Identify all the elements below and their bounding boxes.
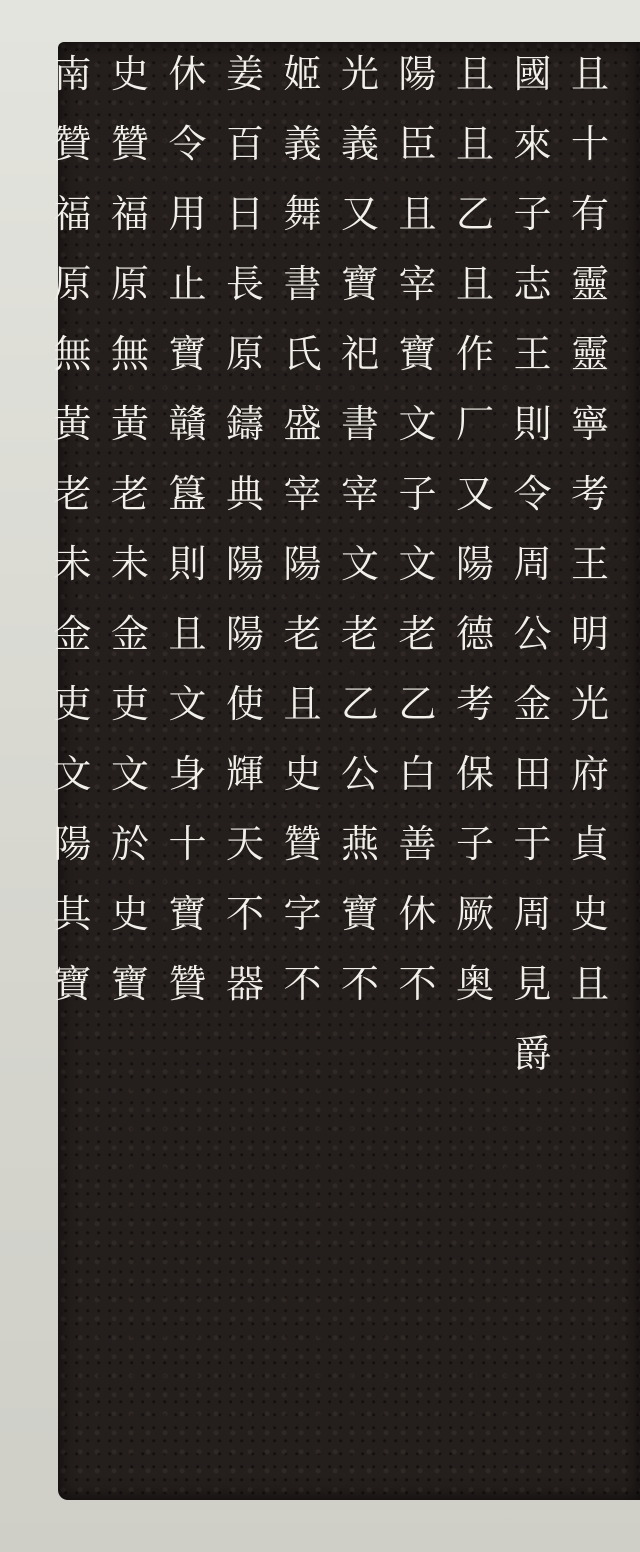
inscription-glyph: 國 [513, 52, 552, 96]
inscription-glyph: 則 [513, 402, 552, 446]
inscription-column [219, 46, 271, 1026]
inscription-glyph: 光 [340, 52, 379, 96]
inscription-glyph: 祀 [340, 332, 379, 376]
inscription-glyph: 乙 [340, 682, 379, 726]
inscription-glyph: 靈 [570, 262, 609, 306]
inscription-glyph: 陽 [53, 822, 92, 866]
inscription-glyph: 寶 [340, 262, 379, 306]
inscription-glyph: 宰 [283, 472, 322, 516]
inscription-glyph: 乙 [455, 192, 494, 236]
inscription-glyph: 書 [340, 402, 379, 446]
inscription-glyph: 義 [340, 122, 379, 166]
inscription-glyph: 德 [455, 612, 494, 656]
inscription-glyph: 保 [455, 752, 494, 796]
inscription-glyph: 來 [513, 122, 552, 166]
inscription-glyph: 十 [570, 122, 609, 166]
inscription-glyph: 原 [53, 262, 92, 306]
inscription-glyph: 考 [455, 682, 494, 726]
inscription-glyph: 考 [570, 472, 609, 516]
inscription-glyph: 其 [53, 892, 92, 936]
inscription-glyph: 姬 [283, 52, 322, 96]
inscription-glyph: 令 [168, 122, 207, 166]
inscription-glyph: 百 [225, 122, 264, 166]
inscription-glyph: 寶 [398, 332, 437, 376]
inscription-glyph: 贛 [168, 402, 207, 446]
inscription-glyph: 府 [570, 752, 609, 796]
inscription-glyph: 贊 [110, 122, 149, 166]
inscription-glyph: 義 [283, 122, 322, 166]
inscription-glyph: 臣 [398, 122, 437, 166]
inscription-glyph: 子 [455, 822, 494, 866]
inscription-glyph: 身 [168, 752, 207, 796]
inscription-column [449, 46, 501, 1026]
inscription-glyph: 文 [168, 682, 207, 726]
inscription-glyph: 文 [398, 542, 437, 586]
inscription-glyph: 老 [53, 472, 92, 516]
inscription-glyph: 不 [340, 962, 379, 1006]
inscription-glyph: 老 [110, 472, 149, 516]
inscription-glyph: 白 [398, 752, 437, 796]
inscription-glyph: 無 [53, 332, 92, 376]
inscription-glyph: 周 [513, 892, 552, 936]
inscription-glyph: 文 [340, 542, 379, 586]
inscription-glyph: 不 [225, 892, 264, 936]
inscription-glyph: 且 [455, 262, 494, 306]
inscription-glyph: 寶 [340, 892, 379, 936]
inscription-glyph: 史 [570, 892, 609, 936]
inscription-glyph: 寶 [168, 332, 207, 376]
inscription-glyph: 老 [283, 612, 322, 656]
inscription-glyph: 不 [283, 962, 322, 1006]
inscription-glyph: 貞 [570, 822, 609, 866]
inscription-glyph: 陽 [455, 542, 494, 586]
inscription-glyph: 金 [513, 682, 552, 726]
inscription-glyph: 周 [513, 542, 552, 586]
inscription-glyph: 輝 [225, 752, 264, 796]
inscription-glyph: 爵 [513, 1032, 552, 1076]
inscription-glyph: 陽 [283, 542, 322, 586]
inscription-glyph: 使 [225, 682, 264, 726]
inscription-glyph: 史 [283, 752, 322, 796]
inscription-column [334, 46, 386, 1026]
inscription-glyph: 福 [110, 192, 149, 236]
inscription-glyph: 陽 [225, 542, 264, 586]
inscription-glyph: 靈 [570, 332, 609, 376]
inscription-glyph: 且 [570, 52, 609, 96]
inscription-glyph: 王 [513, 332, 552, 376]
inscription-glyph: 厥 [455, 892, 494, 936]
inscription-glyph: 贊 [53, 122, 92, 166]
inscription-glyph: 休 [398, 892, 437, 936]
inscription-glyph: 於 [110, 822, 149, 866]
inscription-glyph: 光 [570, 682, 609, 726]
inscription-glyph: 又 [455, 472, 494, 516]
inscription-glyph: 史 [110, 52, 149, 96]
inscription-column [162, 46, 214, 1026]
inscription-glyph: 寶 [168, 892, 207, 936]
inscription-glyph: 日 [225, 192, 264, 236]
inscription-glyph: 贊 [283, 822, 322, 866]
inscription-glyph: 不 [398, 962, 437, 1006]
inscription-glyph: 文 [53, 752, 92, 796]
inscription-glyph: 子 [513, 192, 552, 236]
inscription-glyph: 乙 [398, 682, 437, 726]
inscription-glyph: 天 [225, 822, 264, 866]
inscription-column [47, 46, 99, 1026]
inscription-glyph: 黃 [110, 402, 149, 446]
inscription-glyph: 宰 [398, 262, 437, 306]
inscription-glyph: 原 [225, 332, 264, 376]
inscription-glyph: 書 [283, 262, 322, 306]
inscription-glyph: 金 [110, 612, 149, 656]
inscription-glyph: 史 [110, 892, 149, 936]
inscription-glyph: 字 [283, 892, 322, 936]
inscription-glyph: 陽 [225, 612, 264, 656]
inscription-glyph: 無 [110, 332, 149, 376]
inscription-glyph: 則 [168, 542, 207, 586]
inscription-glyph: 文 [110, 752, 149, 796]
inscription-glyph: 休 [168, 52, 207, 96]
inscription-glyph: 且 [455, 122, 494, 166]
inscription-glyph: 姜 [225, 52, 264, 96]
inscription-glyph: 又 [340, 192, 379, 236]
inscription-glyph: 奥 [455, 962, 494, 1006]
inscription-glyph: 文 [398, 402, 437, 446]
inscription-glyph: 黃 [53, 402, 92, 446]
inscription-glyph: 作 [455, 332, 494, 376]
inscription-glyph: 南 [53, 52, 92, 96]
inscription-glyph: 十 [168, 822, 207, 866]
inscription-column [392, 46, 444, 1026]
inscription-glyph: 寧 [570, 402, 609, 446]
inscription-glyph: 吏 [110, 682, 149, 726]
inscription-glyph: 陽 [398, 52, 437, 96]
inscription-glyph: 金 [53, 612, 92, 656]
inscription-glyph: 鑄 [225, 402, 264, 446]
inscription-column [277, 46, 329, 1026]
inscription-glyph: 用 [168, 192, 207, 236]
inscription-glyph: 于 [513, 822, 552, 866]
inscription-glyph: 氏 [283, 332, 322, 376]
inscription-glyph: 王 [570, 542, 609, 586]
inscription-glyph: 簋 [168, 472, 207, 516]
inscription-glyph: 令 [513, 472, 552, 516]
inscription-glyph: 燕 [340, 822, 379, 866]
inscription-glyph: 贊 [168, 962, 207, 1006]
inscription-column [507, 46, 559, 1096]
inscription-glyph: 典 [225, 472, 264, 516]
inscription-glyph: 宰 [340, 472, 379, 516]
inscription-glyph: 善 [398, 822, 437, 866]
inscription-glyph: 志 [513, 262, 552, 306]
inscription-glyph: 老 [340, 612, 379, 656]
inscription-glyph: 寶 [110, 962, 149, 1006]
inscription-glyph: 器 [225, 962, 264, 1006]
inscription-glyph: 盛 [283, 402, 322, 446]
inscription-glyph: 老 [398, 612, 437, 656]
inscription-glyph: 吏 [53, 682, 92, 726]
inscription-glyph: 田 [513, 752, 552, 796]
inscription-glyph: 且 [570, 962, 609, 1006]
inscription-glyph: 公 [513, 612, 552, 656]
inscription-glyph: 福 [53, 192, 92, 236]
inscription-glyph: 且 [398, 192, 437, 236]
inscription-glyph: 原 [110, 262, 149, 306]
inscription-column [104, 46, 156, 1026]
inscription-glyph: 未 [110, 542, 149, 586]
inscription-glyph: 且 [168, 612, 207, 656]
inscription-column [564, 46, 616, 1026]
inscription-glyph: 長 [225, 262, 264, 306]
inscription-glyph: 舞 [283, 192, 322, 236]
inscription-glyph: 子 [398, 472, 437, 516]
inscription-glyph: 厂 [455, 402, 494, 446]
inscription-glyph: 明 [570, 612, 609, 656]
inscription-glyph: 有 [570, 192, 609, 236]
inscription-glyph: 寶 [53, 962, 92, 1006]
inscription-glyph: 公 [340, 752, 379, 796]
inscription-glyph: 未 [53, 542, 92, 586]
inscription-glyph: 且 [283, 682, 322, 726]
inscription-glyph: 且 [455, 52, 494, 96]
inscription-glyph: 止 [168, 262, 207, 306]
inscription-glyph: 見 [513, 962, 552, 1006]
